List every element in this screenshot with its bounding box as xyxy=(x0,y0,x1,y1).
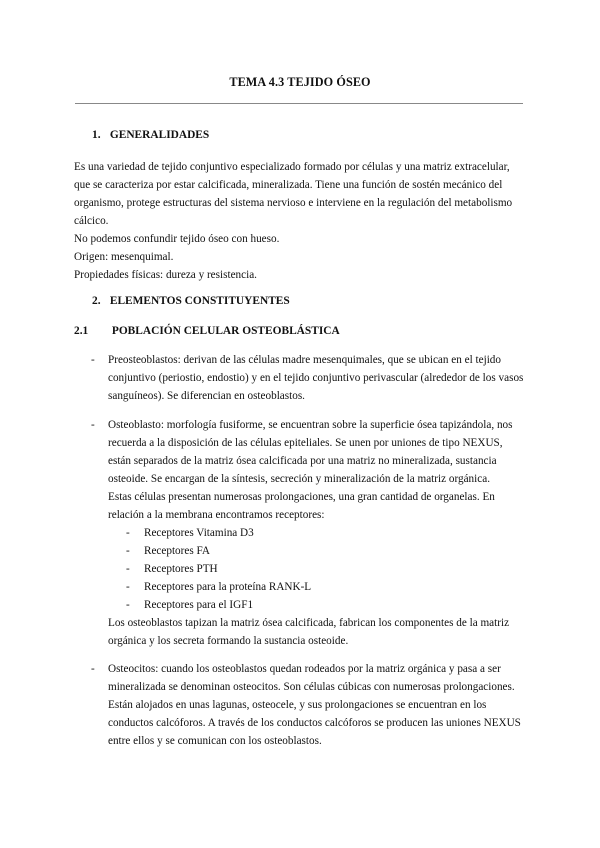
list-item-preosteoblastos xyxy=(74,351,526,405)
dash-bullet: - xyxy=(91,354,95,366)
heading-text: ELEMENTOS CONSTITUYENTES xyxy=(109,295,290,307)
generalidades-paragraph: No podemos confundir tejido óseo con hueso. xyxy=(74,233,280,245)
dash-bullet: - xyxy=(91,663,95,675)
generalidades-text xyxy=(74,158,526,284)
dash-bullet: - xyxy=(126,599,130,611)
dash-bullet: - xyxy=(126,527,130,539)
receptor-item xyxy=(108,578,526,596)
generalidades-paragraph: Origen: mesenquimal. xyxy=(74,251,174,263)
receptor-text: Receptores Vitamina D3 xyxy=(144,527,254,539)
heading-poblacion xyxy=(74,322,340,340)
dash-bullet: - xyxy=(126,581,130,593)
title-divider xyxy=(75,103,523,104)
receptor-text: Receptores PTH xyxy=(144,563,218,575)
list-item-text: Osteoblasto: morfología fusiforme, se encuentran sobre la superficie ósea tapizándola, nos recuerda a la disposición de las células epiteliales. Se unen por uniones de tipo NEXUS, están separados de la matriz ósea calcificada por una matriz no mineralizada, sustancia osteoide. Se encargan de la síntesis, secreción y mineralización de la matriz orgánica. xyxy=(108,419,513,485)
receptor-text: Receptores para la proteína RANK-L xyxy=(144,581,312,593)
receptor-item xyxy=(108,560,526,578)
heading-text: POBLACIÓN CELULAR OSTEOBLÁSTICA xyxy=(111,325,340,337)
receptor-item xyxy=(108,596,526,614)
page-title: TEMA 4.3 TEJIDO ÓSEO xyxy=(229,75,371,89)
receptor-item xyxy=(108,524,526,542)
heading-number: 2.1 xyxy=(74,325,89,337)
heading-text: GENERALIDADES xyxy=(109,129,210,141)
heading-number: 2. xyxy=(92,295,101,307)
dash-bullet: - xyxy=(91,419,95,431)
list-item-osteoblasto xyxy=(74,416,526,650)
generalidades-paragraph: Es una variedad de tejido conjuntivo especializado formado por células y una matriz extracelular, que se caracteriza por estar calcificada, mineralizada. Tiene una función de sostén mecánico del organismo, protege estructuras del sistema nervioso e interviene en la regulación del metabolismo cálcico. xyxy=(74,161,513,227)
list-item-osteocitos xyxy=(74,660,526,750)
list-item-text: Los osteoblastos tapizan la matriz ósea calcificada, fabrican los componentes de la matriz orgánica y los secreta formando la sustancia osteoide. xyxy=(108,617,510,647)
receptores-list xyxy=(108,524,526,614)
heading-generalidades xyxy=(92,126,209,144)
receptor-text: Receptores para el IGF1 xyxy=(144,599,254,611)
heading-elementos xyxy=(92,292,290,310)
dash-bullet: - xyxy=(126,563,130,575)
list-item-text: Estas células presentan numerosas prolongaciones, una gran cantidad de organelas. En relación a la membrana encontramos receptores: xyxy=(108,491,495,521)
dash-bullet: - xyxy=(126,545,130,557)
receptor-item xyxy=(108,542,526,560)
list-item-text: Osteocitos: cuando los osteoblastos quedan rodeados por la matriz orgánica y pasa a ser mineralizada se denominan osteocitos. Son células cúbicas con numerosas prolongaciones. Están alojados en unas lagunas, osteocele, y sus prolongaciones se encuentran en los conductos calcóforos. A través de los conductos calcóforos se producen las uniones NEXUS entre ellos y se comunican con los osteoblastos. xyxy=(108,663,521,747)
heading-number: 1. xyxy=(92,129,101,141)
receptor-text: Receptores FA xyxy=(144,545,210,557)
list-item-text: Preosteoblastos: derivan de las células madre mesenquimales, que se ubican en el tejido conjuntivo (periostio, endostio) y en el tejido conjuntivo perivascular (alrededor de los vasos sanguíneos). Se diferencian en osteoblastos. xyxy=(108,354,524,402)
generalidades-paragraph: Propiedades físicas: dureza y resistencia. xyxy=(74,269,257,281)
